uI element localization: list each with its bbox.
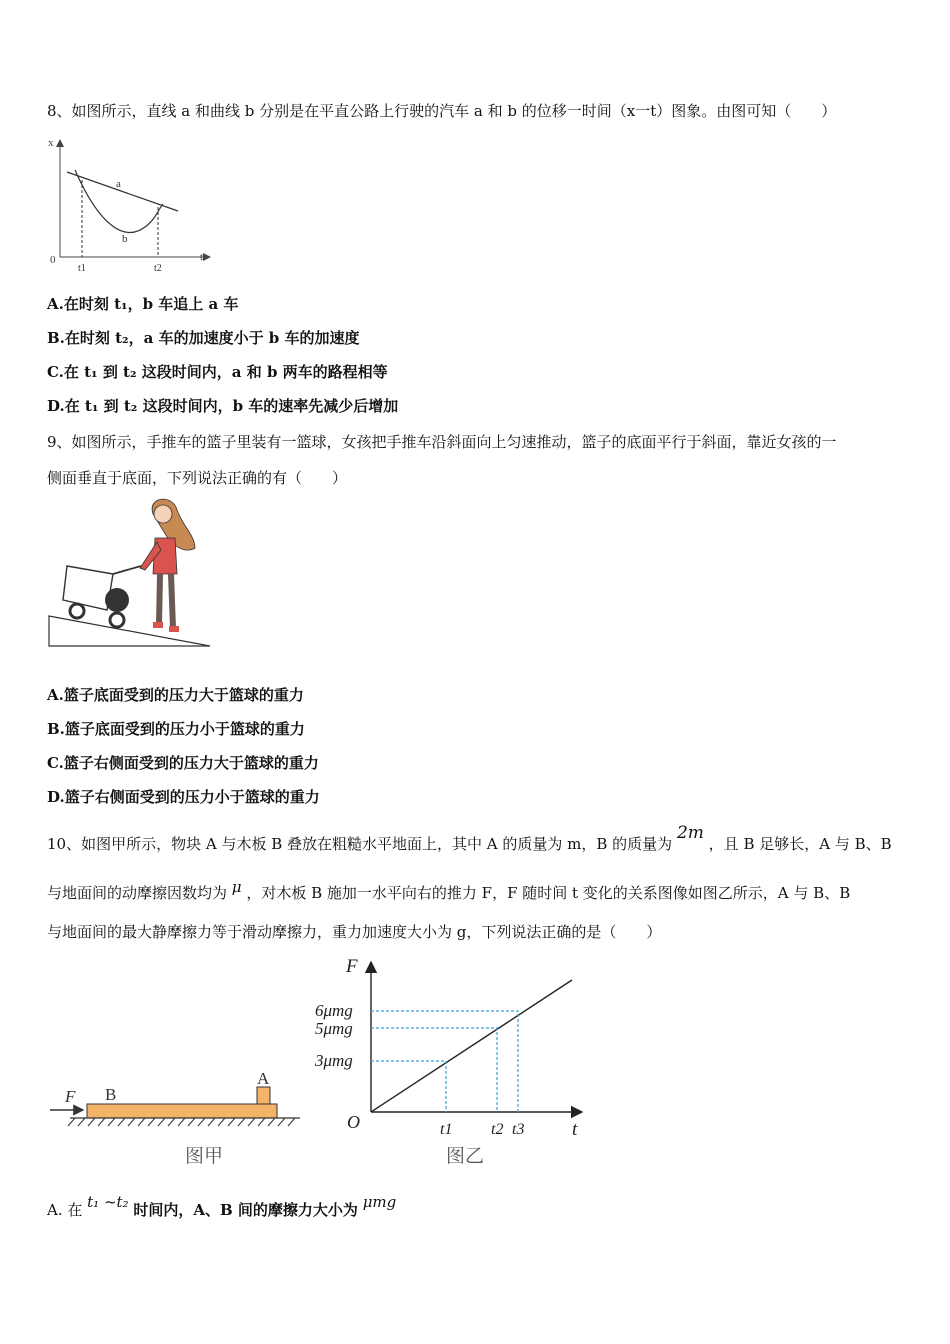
girl-shoe-left	[153, 622, 163, 628]
tick-t1: t1	[440, 1121, 453, 1138]
board-label: B	[105, 1085, 117, 1104]
girl-shoe-right	[169, 626, 179, 632]
q8-option-b: B.在时刻 t₂，a 车的加速度小于 b 车的加速度	[47, 329, 360, 347]
tick-5umg: 5μmg	[315, 1019, 353, 1038]
girl-leg-left	[159, 574, 160, 624]
q9-cart-illustration	[45, 496, 215, 651]
q8-option-d: D.在 t₁ 到 t₂ 这段时间内，b 车的速率先减少后增加	[47, 397, 399, 415]
q9-option-d: D.篮子右侧面受到的压力小于篮球的重力	[47, 788, 320, 806]
board-b	[87, 1104, 277, 1118]
block-a	[257, 1087, 270, 1104]
option-a-value: μmg	[362, 1193, 397, 1211]
q9-option-a: A.篮子底面受到的压力大于篮球的重力	[47, 686, 304, 704]
tick-t1: t1	[78, 263, 86, 274]
girl-leg-right	[171, 574, 173, 628]
q8-graph	[45, 132, 220, 277]
option-a-interval: t₁ ~t₂	[87, 1193, 129, 1211]
label-b: b	[122, 233, 128, 245]
force-line	[371, 980, 572, 1112]
q10-mass-b: 2m	[676, 823, 704, 843]
q8-option-a: A.在时刻 t₁，b 车追上 a 车	[47, 295, 239, 313]
q8-stem: 8、如图所示，直线 a 和曲线 b 分别是在平直公路上行驶的汽车 a 和 b 的位移一时间（x一t）图象。由图可知（ ）	[47, 102, 837, 120]
tick-3umg: 3μmg	[315, 1051, 353, 1070]
caption-yi: 图乙	[446, 1146, 485, 1167]
q10-stem-line1	[47, 823, 892, 854]
tick-6umg: 6μmg	[315, 1001, 353, 1020]
origin-label: 0	[50, 254, 56, 266]
q10-stem-text: 10、如图甲所示，物块 A 与木板 B 叠放在粗糙水平地面上，其中 A 的质量为 m，B 的质量为	[47, 835, 673, 853]
label-a: a	[116, 178, 121, 190]
q10-stem-text-end: ，且 B 足够长，A 与 B、B	[708, 835, 892, 853]
y-axis-label: x	[48, 137, 54, 149]
cart-wheel-back	[110, 613, 124, 627]
q9-stem-line1: 9、如图所示，手推车的篮子里装有一篮球，女孩把手推车沿斜面向上匀速推动，篮子的底面平行于斜面，靠近女孩的一	[47, 433, 837, 451]
cart-wheel-front	[70, 604, 84, 618]
block-label: A	[257, 1069, 270, 1088]
tick-t3: t3	[512, 1121, 525, 1138]
q10-stem-line2	[47, 878, 851, 903]
y-axis-label: F	[346, 956, 358, 977]
tick-t2: t2	[491, 1121, 504, 1138]
q9-option-b: B.篮子底面受到的压力小于篮球的重力	[47, 720, 305, 738]
q10-stem-text2-end: ，对木板 B 施加一水平向右的推力 F，F 随时间 t 变化的关系图像如图乙所示，A 与 B、B	[246, 884, 851, 902]
q10-option-a	[47, 1193, 397, 1220]
option-a-mid: 时间内，A、B 间的摩擦力大小为	[133, 1201, 358, 1219]
x-axis-label: t	[572, 1119, 578, 1140]
q10-stem-text2: 与地面间的动摩擦因数均为	[47, 884, 228, 902]
q9-stem-line2: 侧面垂直于底面，下列说法正确的有（ ）	[47, 469, 348, 487]
q10-figure-jia	[45, 1062, 310, 1172]
ground-hatch	[68, 1118, 295, 1126]
q10-figure-yi	[310, 950, 595, 1175]
girl-head	[154, 505, 172, 523]
x-axis-label: t	[200, 251, 204, 263]
q8-option-c: C.在 t₁ 到 t₂ 这段时间内，a 和 b 两车的路程相等	[47, 363, 388, 381]
caption-jia: 图甲	[185, 1146, 224, 1167]
force-label: F	[65, 1087, 76, 1106]
q9-option-c: C.篮子右侧面受到的压力大于篮球的重力	[47, 754, 319, 772]
origin-label: O	[347, 1112, 360, 1132]
q10-stem-line3: 与地面间的最大静摩擦力等于滑动摩擦力，重力加速度大小为 g，下列说法正确的是（ ）	[47, 923, 662, 941]
incline	[49, 616, 210, 646]
tick-t2: t2	[154, 263, 162, 274]
option-a-start: A. 在	[47, 1201, 83, 1219]
cart-handle	[113, 566, 141, 574]
line-a	[67, 172, 178, 211]
q10-mu: μ	[231, 878, 242, 896]
basketball	[105, 588, 129, 612]
